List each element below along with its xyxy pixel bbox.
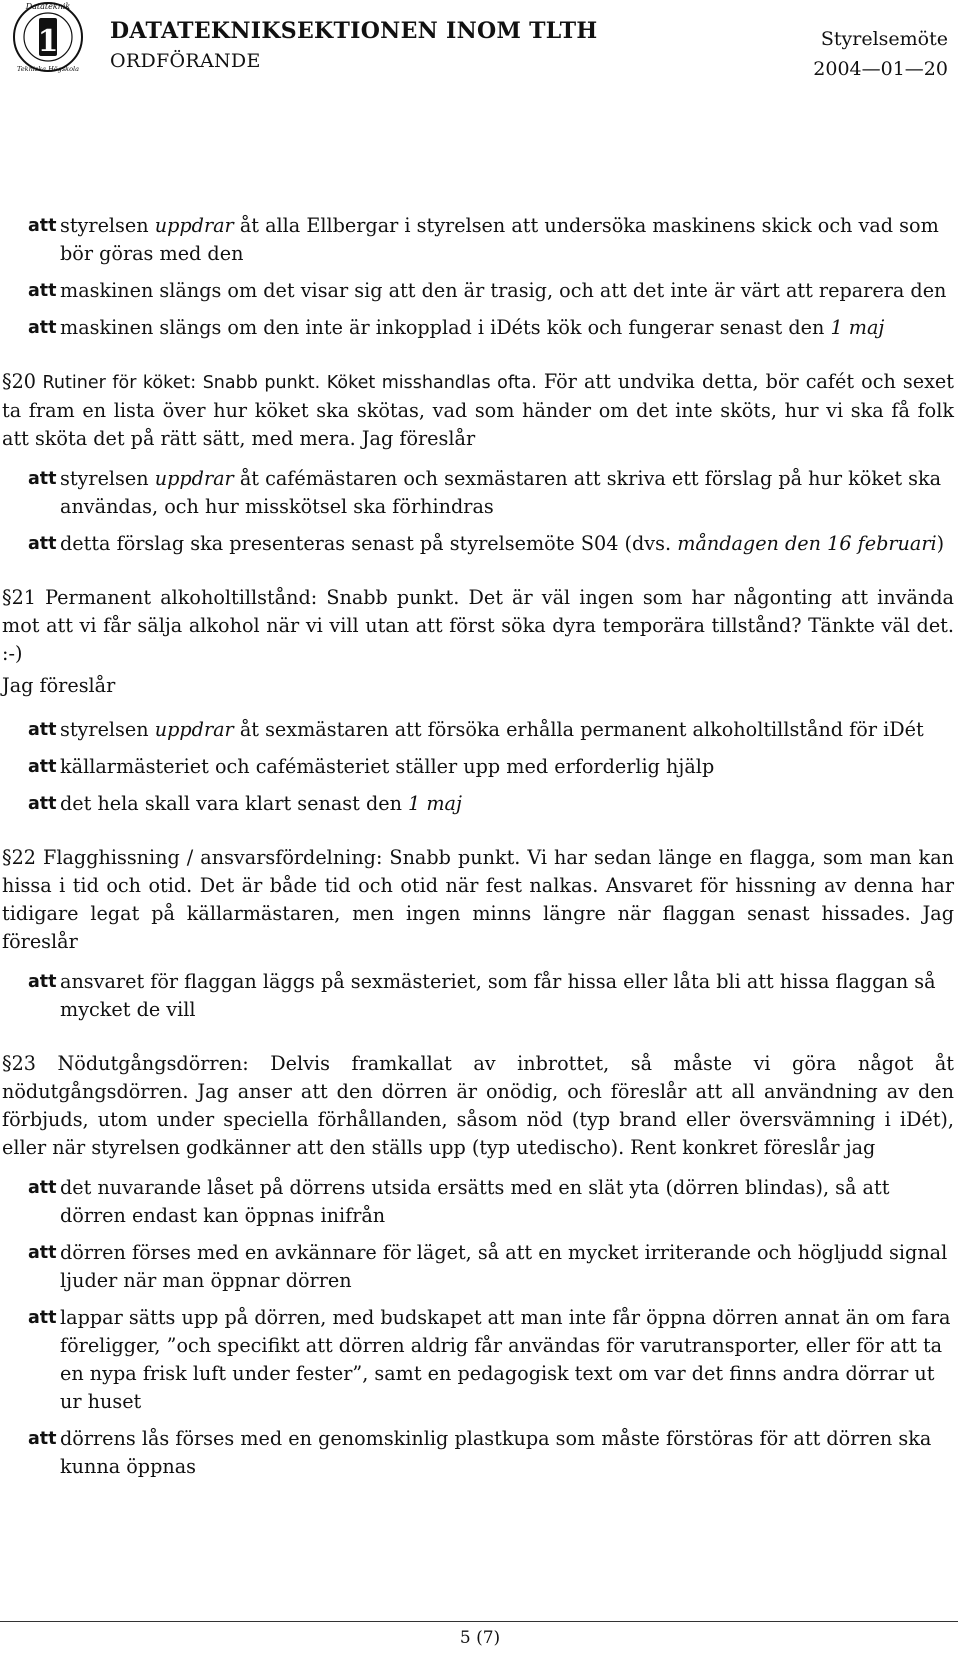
att-keyword: att [28,216,57,236]
proposal-item [2,716,954,744]
proposal-item [2,314,954,342]
svg-text:Datateknik: Datateknik [25,2,71,11]
proposal-text: maskinen slängs om det visar sig att den är trasig, och att det inte är värt att reparera den [60,279,947,302]
emphasis: uppdrar [154,214,234,237]
att-keyword: att [28,720,57,740]
proposal-item [2,530,954,558]
proposal-intro: Jag föreslår [2,674,116,697]
att-keyword: att [28,318,57,338]
proposal-text: styrelsen [60,718,155,741]
emphasis: 1 maj [830,316,885,339]
proposal-item [2,968,954,1024]
proposal-item [2,1174,954,1230]
section-20 [2,368,954,453]
proposal-item [2,753,954,781]
att-keyword: att [28,972,57,992]
proposal-text: dörren förses med en avkännare för läget, så att en mycket irriterande och högljudd signal ljuder när man öppnar dörren [60,1241,948,1292]
proposal-text: detta förslag ska presenteras senast på styrelsemöte S04 (dvs. [60,532,678,555]
page-header [0,0,960,80]
page-number: 5 (7) [459,1628,501,1648]
meeting-date: 2004—01—20 [813,58,948,80]
section-number: §23 [2,1052,37,1075]
section-text: För att undvika detta, bör cafét och sexet ta fram en lista över hur köket ska skötas, vad som händer om det inte sköts, hur vi ska få folk att sköta det på rätt sätt, med mera. Jag föreslår [2,370,954,450]
proposal-text: dörrens lås förses med en genomskinlig plastkupa som måste förstöras för att dörren ska kunna öppnas [60,1427,932,1478]
proposal-text: åt cafémästaren och sexmästaren att skriva ett förslag på hur köket ska användas, och hur misskötsel ska förhindras [60,467,942,518]
proposal-item [2,790,954,818]
proposal-text: åt sexmästaren att försöka erhålla permanent alkoholtillstånd för iDét [233,718,924,741]
emphasis: uppdrar [154,718,234,741]
emphasis: måndagen den 16 februari [677,532,937,555]
proposal-item [2,1239,954,1295]
proposal-text: styrelsen [60,214,155,237]
att-keyword: att [28,534,57,554]
emphasis: 1 maj [408,792,462,815]
section-text: Flagghissning / ansvarsfördelning: Snabb punkt. Vi har sedan länge en flagga, som man kan hissa i tid och otid. Det är både tid och otid när fest nalkas. Ansvaret för hissning av denna har tidigare legat på källarmästaren, men ingen minns längre när flaggan senast hissades. Jag föreslår [2,846,954,953]
proposal-item [2,277,954,305]
att-keyword: att [28,469,57,489]
att-keyword: att [28,1178,57,1198]
section-logo [0,0,96,74]
footer-divider [0,1621,958,1622]
section-23 [2,1050,954,1162]
proposal-item [2,1304,954,1416]
section-number: §22 [2,846,37,869]
svg-text:1: 1 [37,24,59,59]
section-number: §20 [2,370,37,393]
proposal-text: det nuvarande låset på dörrens utsida ersätts med en slät yta (dörren blindas), så att dörren endast kan öppnas inifrån [60,1176,890,1227]
proposal-text: det hela skall vara klart senast den [60,792,409,815]
att-keyword: att [28,757,57,777]
section-title: Rutiner för köket: Snabb punkt. Köket misshandlas ofta. [36,373,537,393]
att-keyword: att [28,1243,57,1263]
section-number: §21 [2,586,37,609]
organization-name: DATATEKNIKSEKTIONEN INOM TLTH [110,18,598,44]
att-keyword: att [28,794,57,814]
att-keyword: att [28,1308,57,1328]
proposal-text: åt alla Ellbergar i styrelsen att undersöka maskinens skick och vad som bör göras med den [60,214,939,265]
emphasis: uppdrar [154,467,234,490]
document-body [2,212,954,1490]
proposal-item [2,465,954,521]
proposal-item [2,212,954,268]
proposal-text: ) [936,532,945,555]
proposal-text: källarmästeriet och cafémästeriet ställer upp med erforderlig hjälp [60,755,715,778]
proposal-text: styrelsen [60,467,155,490]
section-21 [2,584,954,668]
proposal-item [2,1425,954,1481]
proposal-text: maskinen slängs om den inte är inkopplad i iDéts kök och fungerar senast den [60,316,831,339]
proposal-text: lappar sätts upp på dörren, med budskapet att man inte får öppna dörren annat än om fara föreligger, ”och specifikt att dörren aldrig får användas för varutransporter, eller för att ta en nypa frisk luft under fester”, samt en pedagogisk text om var det finns andra dörrar ut ur huset [60,1306,951,1413]
proposal-text: ansvaret för flaggan läggs på sexmästeriet, som får hissa eller låta bli att hissa flaggan så mycket de vill [60,970,936,1021]
att-keyword: att [28,1429,57,1449]
section-22 [2,844,954,956]
author-role: ORDFÖRANDE [110,50,261,72]
section-text: Permanent alkoholtillstånd: Snabb punkt. Det är väl ingen som har någonting att invända mot att vi får sälja alkohol när vi vill utan att först söka dyra temporära tillstånd? Tänkte väl det. :-) [2,586,954,665]
svg-text:Tekniska Högskola: Tekniska Högskola [17,65,79,73]
section-text: Nödutgångsdörren: Delvis framkallat av inbrottet, så måste vi göra något åt nödutgångsdörren. Jag anser att den dörren är onödig, och föreslår att all användning av den förbjuds, utom under speciella förhållanden, såsom nöd (typ brand eller översvämning i iDét), eller när styrelsen godkänner att den ställs upp (typ utedischo). Rent konkret föreslår jag [2,1052,954,1159]
att-keyword: att [28,281,57,301]
meeting-type: Styrelsemöte [820,28,948,50]
